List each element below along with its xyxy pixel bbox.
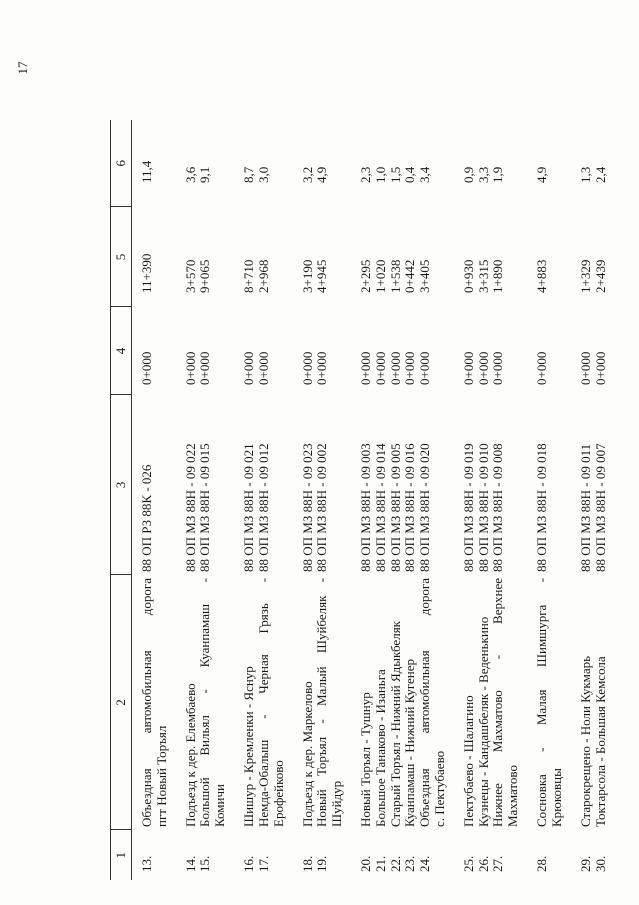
road-code: 88 ОП МЗ 88Н - 09 022: [182, 443, 198, 572]
row-spacer: [213, 398, 228, 572]
km-end-cell: [565, 207, 609, 307]
row-spacer: [433, 398, 448, 572]
table-body: [132, 120, 609, 880]
table-row-group: [287, 120, 345, 880]
road-name-line: Комичи: [212, 784, 228, 827]
km-end: 2+295: [357, 259, 373, 293]
road-name-line: Немда-Обалыш - Черная Грязь -: [255, 578, 271, 827]
km-start-cell: [228, 307, 286, 395]
row-spacer: [506, 833, 521, 872]
row-spacer: [272, 310, 287, 385]
road-name-cell: [228, 575, 286, 830]
road-name-line: Токтарсола - Большая Кемсола: [592, 656, 608, 827]
road-code: 88 ОП РЗ 88К - 026: [139, 464, 154, 572]
length-value: 2,3: [357, 166, 373, 183]
road-code: 88 ОП МЗ 88Н - 09 010: [475, 443, 491, 572]
length-value: 11,4: [139, 160, 154, 183]
km-end: 4+883: [534, 259, 550, 293]
row-spacer: [155, 210, 170, 293]
row-number: 23.: [402, 855, 418, 872]
km-start: 0+000: [197, 351, 213, 385]
road-name-line: Объездная автомобильная дорога: [139, 578, 154, 827]
row-spacer: [433, 833, 448, 872]
roads-table: [110, 120, 608, 880]
row-number-cell: [228, 830, 286, 880]
road-code: 88 ОП МЗ 88Н - 09 005: [387, 443, 403, 572]
row-number: 28.: [534, 855, 550, 872]
row-spacer: [506, 210, 521, 293]
km-end: 1+890: [490, 259, 506, 293]
row-spacer: [433, 123, 448, 183]
row-spacer: [550, 833, 565, 872]
road-name-line: Пектубаево - Шалагино: [460, 695, 476, 827]
road-name-cell: [345, 575, 448, 830]
row-spacer: [272, 123, 287, 183]
km-end: 3+190: [299, 259, 315, 293]
length-value: 1,3: [577, 166, 593, 183]
km-end-cell: [170, 207, 228, 307]
km-start-cell: [170, 307, 228, 395]
column-header-2: 2: [111, 575, 132, 830]
row-spacer: [272, 210, 287, 293]
row-number-cell: [132, 830, 170, 880]
road-name-line: Ерофейково: [270, 760, 286, 827]
road-name-line: с. Пектубаево: [432, 750, 447, 827]
row-number: 22.: [387, 855, 403, 872]
length-value: 8,7: [241, 166, 257, 183]
road-code: 88 ОП МЗ 88Н - 09 020: [417, 443, 433, 572]
header-row: [111, 120, 132, 880]
row-spacer: [550, 310, 565, 385]
road-name-cell: [132, 575, 170, 830]
column-header-4: 4: [111, 307, 132, 395]
table-row-group: [132, 120, 170, 880]
column-header-6: 6: [111, 120, 132, 207]
km-start: 0+000: [402, 351, 418, 385]
road-code: 88 ОП МЗ 88Н - 09 019: [460, 443, 476, 572]
length-cell: [170, 120, 228, 207]
road-code: 88 ОП МЗ 88Н - 09 002: [314, 443, 330, 572]
length-value: 3,0: [255, 166, 271, 183]
row-spacer: [155, 123, 170, 183]
road-code-cell: [132, 395, 170, 575]
row-spacer: [550, 210, 565, 293]
column-header-5: 5: [111, 207, 132, 307]
length-value: 9,1: [197, 166, 213, 183]
row-number: 21.: [372, 855, 388, 872]
road-name-line: Большое Танаково - Изаньга: [372, 669, 388, 827]
road-name-line: Нижнее Махматово - Верхнее: [490, 578, 506, 827]
row-spacer: [330, 398, 345, 572]
length-value: 1,5: [387, 166, 403, 183]
km-end: 4+945: [314, 259, 330, 293]
length-cell: [287, 120, 345, 207]
length-cell: [228, 120, 286, 207]
row-number: 30.: [592, 855, 608, 872]
length-value: 3,4: [417, 166, 433, 183]
road-code: 88 ОП МЗ 88Н - 09 018: [534, 443, 550, 572]
road-name-line: Махматово: [505, 765, 521, 827]
road-name-line: Объездная автомобильная дорога: [417, 578, 433, 827]
km-end: 3+570: [182, 259, 198, 293]
road-name-line: Подъезд к дер. Маркелово: [299, 681, 315, 827]
row-spacer: [433, 310, 448, 385]
km-start-cell: [448, 307, 521, 395]
km-end: 1+538: [387, 259, 403, 293]
road-name-line: пгт Новый Торъял: [153, 725, 169, 827]
table-row-group: [170, 120, 228, 880]
row-spacer: [330, 310, 345, 385]
km-start: 0+000: [182, 351, 198, 385]
table-row-group: [345, 120, 448, 880]
road-name-cell: [170, 575, 228, 830]
length-cell: [132, 120, 170, 207]
road-code-cell: [287, 395, 345, 575]
road-code: 88 ОП МЗ 88Н - 09 012: [255, 443, 271, 572]
km-end: 2+968: [255, 259, 271, 293]
length-value: 3,6: [182, 166, 198, 183]
row-number-cell: [448, 830, 521, 880]
km-start: 0+000: [255, 351, 271, 385]
row-number-cell: [521, 830, 565, 880]
road-name-line: Крюковцы: [548, 768, 564, 827]
row-number: 24.: [417, 855, 433, 872]
road-code: 88 ОП МЗ 88Н - 09 014: [372, 443, 388, 572]
length-value: 3,3: [475, 166, 491, 183]
km-start: 0+000: [460, 351, 476, 385]
km-end-cell: [345, 207, 448, 307]
km-end-cell: [228, 207, 286, 307]
page-number: 17: [15, 61, 30, 75]
row-number: 14.: [182, 855, 198, 872]
km-end: 9+065: [197, 259, 213, 293]
road-name-line: Кузнецы - Кандашбеляк - Веденькино: [475, 616, 491, 827]
row-spacer: [213, 210, 228, 293]
row-number-cell: [345, 830, 448, 880]
row-spacer: [506, 310, 521, 385]
row-spacer: [550, 123, 565, 183]
rotated-table-wrapper: [110, 120, 608, 880]
km-start: 0+000: [139, 351, 154, 385]
km-start: 0+000: [577, 351, 593, 385]
row-number: 17.: [255, 855, 271, 872]
km-end: 3+405: [417, 259, 433, 293]
length-value: 0,9: [460, 166, 476, 183]
length-value: 4,9: [534, 166, 550, 183]
row-number: 13.: [139, 855, 154, 872]
row-spacer: [155, 833, 170, 872]
row-spacer: [506, 398, 521, 572]
km-start-cell: [132, 307, 170, 395]
row-number-cell: [287, 830, 345, 880]
km-start: 0+000: [490, 351, 506, 385]
road-name-cell: [287, 575, 345, 830]
km-start: 0+000: [357, 351, 373, 385]
km-end: 1+329: [577, 259, 593, 293]
length-value: 4,9: [314, 166, 330, 183]
row-spacer: [330, 210, 345, 293]
road-code: 88 ОП МЗ 88Н - 09 021: [241, 443, 257, 572]
length-cell: [565, 120, 609, 207]
km-start: 0+000: [387, 351, 403, 385]
length-value: 1,0: [372, 166, 388, 183]
km-start: 0+000: [534, 351, 550, 385]
length-value: 1,9: [490, 166, 506, 183]
table-row-group: [228, 120, 286, 880]
table-row-group: [448, 120, 521, 880]
km-end: 3+315: [475, 259, 491, 293]
km-end-cell: [287, 207, 345, 307]
row-spacer: [213, 310, 228, 385]
road-name-line: Подъезд к дер. Елембаево: [182, 683, 198, 827]
road-code-cell: [448, 395, 521, 575]
row-number: 29.: [577, 855, 593, 872]
column-header-3: 3: [111, 395, 132, 575]
road-name-line: Шуйдур: [329, 780, 345, 827]
road-name-line: Куанпамаш - Нижний Кугенер: [402, 658, 418, 827]
road-name-line: Шишур - Кремленки - Яснур: [241, 666, 257, 827]
km-start: 0+000: [314, 351, 330, 385]
road-code: 88 ОП МЗ 88Н - 09 015: [197, 443, 213, 572]
row-number: 19.: [314, 855, 330, 872]
row-spacer: [155, 310, 170, 385]
row-spacer: [213, 833, 228, 872]
table-row-group: [521, 120, 565, 880]
length-cell: [448, 120, 521, 207]
km-end: 8+710: [241, 259, 257, 293]
row-spacer: [272, 398, 287, 572]
km-start: 0+000: [299, 351, 315, 385]
road-name-cell: [521, 575, 565, 830]
table-row-group: [565, 120, 609, 880]
road-code-cell: [565, 395, 609, 575]
row-spacer: [550, 398, 565, 572]
km-end-cell: [521, 207, 565, 307]
row-number-cell: [170, 830, 228, 880]
row-number: 18.: [299, 855, 315, 872]
km-end: 0+442: [402, 259, 418, 293]
road-code: 88 ОП МЗ 88Н - 09 016: [402, 443, 418, 572]
length-value: 3,2: [299, 166, 315, 183]
road-code-cell: [521, 395, 565, 575]
km-end-cell: [448, 207, 521, 307]
row-number: 26.: [475, 855, 491, 872]
road-name-line: Сосновка - Малая Шимшурга -: [534, 578, 550, 827]
row-spacer: [155, 398, 170, 572]
km-start: 0+000: [475, 351, 491, 385]
road-name-line: Новый Торъял - Тушнур: [357, 692, 373, 827]
road-code: 88 ОП МЗ 88Н - 09 003: [357, 443, 373, 572]
km-end: 11+390: [139, 253, 154, 293]
length-cell: [345, 120, 448, 207]
table-header: [111, 120, 132, 880]
row-number-cell: [565, 830, 609, 880]
row-spacer: [272, 833, 287, 872]
road-name-line: Большой Вильял - Куанпамаш -: [197, 578, 213, 827]
row-spacer: [330, 123, 345, 183]
road-name-line: Старокрещено - Ноли Кукмарь: [577, 655, 593, 827]
row-spacer: [330, 833, 345, 872]
km-start: 0+000: [417, 351, 433, 385]
length-value: 2,4: [592, 166, 608, 183]
row-spacer: [213, 123, 228, 183]
road-code: 88 ОП МЗ 88Н - 09 007: [592, 443, 608, 572]
row-number: 15.: [197, 855, 213, 872]
km-start-cell: [345, 307, 448, 395]
road-code: 88 ОП МЗ 88Н - 09 023: [299, 443, 315, 572]
road-code-cell: [170, 395, 228, 575]
road-code: 88 ОП МЗ 88Н - 09 011: [577, 443, 593, 572]
km-end: 0+930: [460, 259, 476, 293]
road-name-cell: [448, 575, 521, 830]
road-name-line: Новый Торъял - Малый Шуйбеляк -: [314, 578, 330, 827]
km-start: 0+000: [372, 351, 388, 385]
km-start: 0+000: [592, 351, 608, 385]
road-code-cell: [345, 395, 448, 575]
row-spacer: [433, 210, 448, 293]
km-start-cell: [287, 307, 345, 395]
km-end: 1+020: [372, 259, 388, 293]
km-end-cell: [132, 207, 170, 307]
row-number: 27.: [490, 855, 506, 872]
km-start-cell: [521, 307, 565, 395]
row-number: 20.: [357, 855, 373, 872]
row-spacer: [506, 123, 521, 183]
row-number: 25.: [460, 855, 476, 872]
road-code: 88 ОП МЗ 88Н - 09 008: [490, 443, 506, 572]
km-end: 2+439: [592, 259, 608, 293]
km-start: 0+000: [241, 351, 257, 385]
length-cell: [521, 120, 565, 207]
road-code-cell: [228, 395, 286, 575]
road-name-cell: [565, 575, 609, 830]
length-value: 0,4: [402, 166, 418, 183]
row-number: 16.: [241, 855, 257, 872]
road-name-line: Старый Торъял - Нижний Ядыкбеляк: [387, 621, 403, 827]
column-header-1: 1: [111, 830, 132, 880]
km-start-cell: [565, 307, 609, 395]
